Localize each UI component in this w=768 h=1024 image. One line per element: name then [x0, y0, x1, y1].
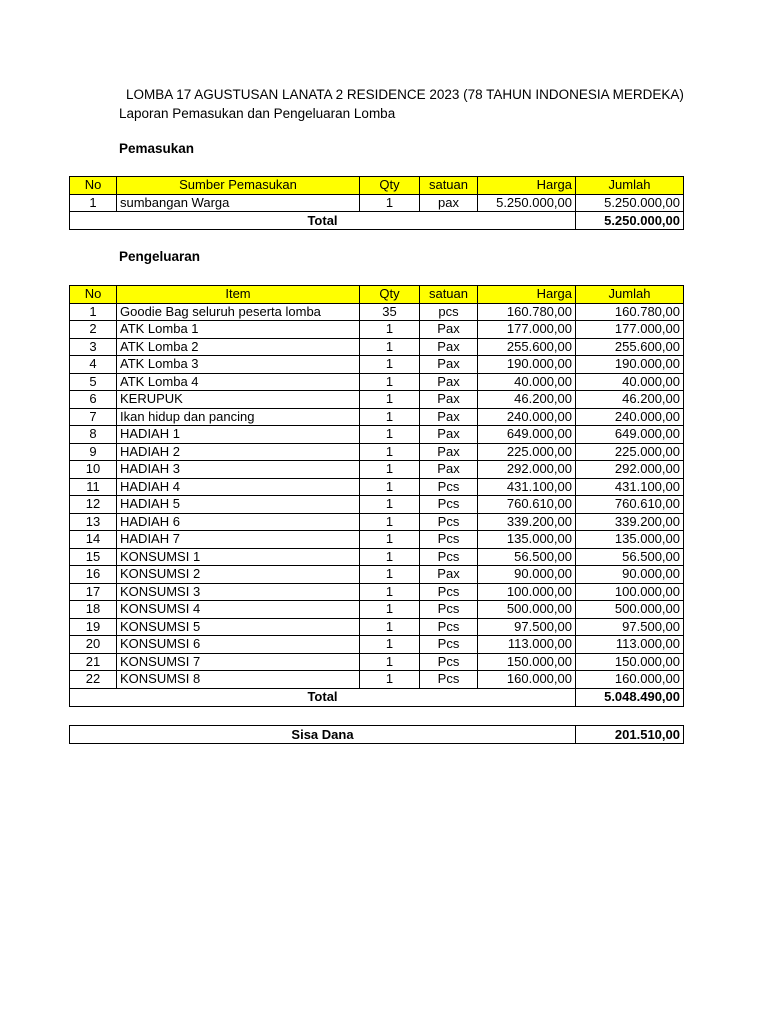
cell-amount: 255.600,00	[576, 338, 684, 356]
cell-source: sumbangan Warga	[117, 194, 360, 212]
cell-price: 225.000,00	[478, 443, 576, 461]
table-row	[70, 391, 684, 409]
table-row	[70, 548, 684, 566]
cell-no: 8	[70, 426, 117, 444]
cell-no: 1	[70, 303, 117, 321]
cell-no: 21	[70, 653, 117, 671]
cell-item: ATK Lomba 4	[117, 373, 360, 391]
cell-qty: 1	[360, 338, 420, 356]
balance-label: Sisa Dana	[70, 726, 576, 744]
cell-price: 5.250.000,00	[478, 194, 576, 212]
col-header-amount: Jumlah	[576, 177, 684, 195]
cell-qty: 35	[360, 303, 420, 321]
cell-no: 2	[70, 321, 117, 339]
balance-table	[69, 725, 684, 744]
cell-item: Goodie Bag seluruh peserta lomba	[117, 303, 360, 321]
cell-unit: Pax	[420, 566, 478, 584]
cell-item: KONSUMSI 8	[117, 671, 360, 689]
cell-qty: 1	[360, 373, 420, 391]
cell-qty: 1	[360, 408, 420, 426]
cell-item: KONSUMSI 6	[117, 636, 360, 654]
cell-no: 3	[70, 338, 117, 356]
cell-price: 339.200,00	[478, 513, 576, 531]
cell-qty: 1	[360, 321, 420, 339]
cell-amount: 100.000,00	[576, 583, 684, 601]
cell-unit: Pcs	[420, 653, 478, 671]
balance-row	[70, 726, 684, 744]
table-row	[70, 618, 684, 636]
cell-unit: Pcs	[420, 496, 478, 514]
cell-amount: 225.000,00	[576, 443, 684, 461]
cell-no: 16	[70, 566, 117, 584]
cell-item: KONSUMSI 5	[117, 618, 360, 636]
cell-qty: 1	[360, 531, 420, 549]
cell-no: 17	[70, 583, 117, 601]
cell-no: 9	[70, 443, 117, 461]
cell-amount: 40.000,00	[576, 373, 684, 391]
cell-no: 13	[70, 513, 117, 531]
cell-item: HADIAH 1	[117, 426, 360, 444]
cell-price: 240.000,00	[478, 408, 576, 426]
col-header-qty: Qty	[360, 177, 420, 195]
cell-no: 4	[70, 356, 117, 374]
table-row	[70, 531, 684, 549]
cell-qty: 1	[360, 601, 420, 619]
cell-amount: 160.780,00	[576, 303, 684, 321]
cell-price: 97.500,00	[478, 618, 576, 636]
cell-unit: Pax	[420, 373, 478, 391]
cell-amount: 46.200,00	[576, 391, 684, 409]
cell-unit: Pcs	[420, 478, 478, 496]
cell-item: HADIAH 2	[117, 443, 360, 461]
table-row	[70, 338, 684, 356]
table-row	[70, 513, 684, 531]
table-row	[70, 601, 684, 619]
cell-amount: 56.500,00	[576, 548, 684, 566]
cell-no: 18	[70, 601, 117, 619]
table-row	[70, 194, 684, 212]
cell-unit: pax	[420, 194, 478, 212]
table-row	[70, 408, 684, 426]
cell-no: 12	[70, 496, 117, 514]
cell-unit: Pcs	[420, 548, 478, 566]
cell-price: 649.000,00	[478, 426, 576, 444]
cell-amount: 150.000,00	[576, 653, 684, 671]
col-header-no: No	[70, 177, 117, 195]
table-row	[70, 443, 684, 461]
cell-amount: 500.000,00	[576, 601, 684, 619]
income-total-value: 5.250.000,00	[576, 212, 684, 230]
cell-item: HADIAH 3	[117, 461, 360, 479]
cell-price: 135.000,00	[478, 531, 576, 549]
expenses-table	[69, 285, 684, 707]
cell-amount: 339.200,00	[576, 513, 684, 531]
cell-qty: 1	[360, 356, 420, 374]
cell-no: 15	[70, 548, 117, 566]
cell-no: 19	[70, 618, 117, 636]
cell-amount: 240.000,00	[576, 408, 684, 426]
cell-amount: 5.250.000,00	[576, 194, 684, 212]
cell-amount: 97.500,00	[576, 618, 684, 636]
cell-unit: Pcs	[420, 636, 478, 654]
cell-item: KERUPUK	[117, 391, 360, 409]
cell-price: 760.610,00	[478, 496, 576, 514]
cell-no: 11	[70, 478, 117, 496]
cell-qty: 1	[360, 566, 420, 584]
table-row	[70, 426, 684, 444]
cell-no: 20	[70, 636, 117, 654]
col-header-no: No	[70, 286, 117, 304]
expenses-header-row	[70, 286, 684, 304]
report-title: LOMBA 17 AGUSTUSAN LANATA 2 RESIDENCE 2023 (78 TAHUN INDONESIA MERDEKA)	[126, 87, 684, 102]
income-total-label: Total	[70, 212, 576, 230]
cell-amount: 135.000,00	[576, 531, 684, 549]
expenses-total-row	[70, 688, 684, 706]
table-row	[70, 461, 684, 479]
cell-no: 1	[70, 194, 117, 212]
cell-amount: 431.100,00	[576, 478, 684, 496]
table-row	[70, 496, 684, 514]
cell-qty: 1	[360, 194, 420, 212]
col-header-amount: Jumlah	[576, 286, 684, 304]
cell-qty: 1	[360, 548, 420, 566]
col-header-source: Sumber Pemasukan	[117, 177, 360, 195]
cell-item: HADIAH 5	[117, 496, 360, 514]
cell-no: 6	[70, 391, 117, 409]
col-header-qty: Qty	[360, 286, 420, 304]
cell-item: HADIAH 7	[117, 531, 360, 549]
cell-qty: 1	[360, 583, 420, 601]
cell-item: KONSUMSI 7	[117, 653, 360, 671]
table-row	[70, 583, 684, 601]
table-row	[70, 653, 684, 671]
income-total-row	[70, 212, 684, 230]
cell-unit: Pcs	[420, 671, 478, 689]
cell-unit: Pcs	[420, 601, 478, 619]
cell-item: ATK Lomba 1	[117, 321, 360, 339]
cell-unit: Pax	[420, 356, 478, 374]
cell-item: Ikan hidup dan pancing	[117, 408, 360, 426]
cell-price: 56.500,00	[478, 548, 576, 566]
cell-unit: Pcs	[420, 513, 478, 531]
cell-amount: 160.000,00	[576, 671, 684, 689]
col-header-unit: satuan	[420, 286, 478, 304]
cell-price: 292.000,00	[478, 461, 576, 479]
cell-price: 150.000,00	[478, 653, 576, 671]
cell-amount: 649.000,00	[576, 426, 684, 444]
col-header-item: Item	[117, 286, 360, 304]
cell-no: 7	[70, 408, 117, 426]
cell-unit: Pax	[420, 391, 478, 409]
cell-price: 177.000,00	[478, 321, 576, 339]
col-header-price: Harga	[478, 286, 576, 304]
cell-qty: 1	[360, 618, 420, 636]
cell-no: 5	[70, 373, 117, 391]
col-header-price: Harga	[478, 177, 576, 195]
report-subtitle: Laporan Pemasukan dan Pengeluaran Lomba	[119, 106, 396, 121]
income-heading: Pemasukan	[119, 141, 195, 156]
cell-price: 160.000,00	[478, 671, 576, 689]
cell-qty: 1	[360, 461, 420, 479]
cell-unit: Pax	[420, 426, 478, 444]
cell-qty: 1	[360, 671, 420, 689]
cell-price: 190.000,00	[478, 356, 576, 374]
cell-qty: 1	[360, 391, 420, 409]
cell-price: 46.200,00	[478, 391, 576, 409]
table-row	[70, 321, 684, 339]
cell-price: 90.000,00	[478, 566, 576, 584]
cell-amount: 190.000,00	[576, 356, 684, 374]
col-header-unit: satuan	[420, 177, 478, 195]
table-row	[70, 303, 684, 321]
cell-item: KONSUMSI 4	[117, 601, 360, 619]
cell-unit: pcs	[420, 303, 478, 321]
table-row	[70, 373, 684, 391]
cell-qty: 1	[360, 478, 420, 496]
expenses-total-value: 5.048.490,00	[576, 688, 684, 706]
cell-amount: 177.000,00	[576, 321, 684, 339]
cell-qty: 1	[360, 443, 420, 461]
cell-unit: Pax	[420, 408, 478, 426]
expenses-total-label: Total	[70, 688, 576, 706]
cell-amount: 113.000,00	[576, 636, 684, 654]
cell-qty: 1	[360, 426, 420, 444]
cell-qty: 1	[360, 513, 420, 531]
cell-unit: Pax	[420, 321, 478, 339]
cell-unit: Pax	[420, 461, 478, 479]
cell-price: 160.780,00	[478, 303, 576, 321]
cell-price: 500.000,00	[478, 601, 576, 619]
income-table	[69, 176, 684, 230]
cell-item: HADIAH 4	[117, 478, 360, 496]
cell-item: HADIAH 6	[117, 513, 360, 531]
cell-unit: Pax	[420, 443, 478, 461]
table-row	[70, 478, 684, 496]
cell-no: 10	[70, 461, 117, 479]
cell-item: KONSUMSI 2	[117, 566, 360, 584]
expenses-body	[70, 303, 684, 688]
expenses-heading: Pengeluaran	[119, 249, 201, 264]
balance-value: 201.510,00	[576, 726, 684, 744]
cell-no: 14	[70, 531, 117, 549]
cell-amount: 760.610,00	[576, 496, 684, 514]
cell-price: 113.000,00	[478, 636, 576, 654]
cell-item: ATK Lomba 3	[117, 356, 360, 374]
cell-price: 255.600,00	[478, 338, 576, 356]
table-row	[70, 636, 684, 654]
cell-price: 431.100,00	[478, 478, 576, 496]
table-row	[70, 356, 684, 374]
cell-item: KONSUMSI 1	[117, 548, 360, 566]
cell-unit: Pcs	[420, 583, 478, 601]
cell-price: 40.000,00	[478, 373, 576, 391]
table-row	[70, 671, 684, 689]
cell-price: 100.000,00	[478, 583, 576, 601]
table-row	[70, 566, 684, 584]
cell-qty: 1	[360, 636, 420, 654]
income-header-row	[70, 177, 684, 195]
cell-amount: 90.000,00	[576, 566, 684, 584]
cell-item: ATK Lomba 2	[117, 338, 360, 356]
cell-no: 22	[70, 671, 117, 689]
cell-unit: Pcs	[420, 618, 478, 636]
cell-qty: 1	[360, 496, 420, 514]
cell-qty: 1	[360, 653, 420, 671]
cell-amount: 292.000,00	[576, 461, 684, 479]
cell-unit: Pax	[420, 338, 478, 356]
cell-unit: Pcs	[420, 531, 478, 549]
cell-item: KONSUMSI 3	[117, 583, 360, 601]
